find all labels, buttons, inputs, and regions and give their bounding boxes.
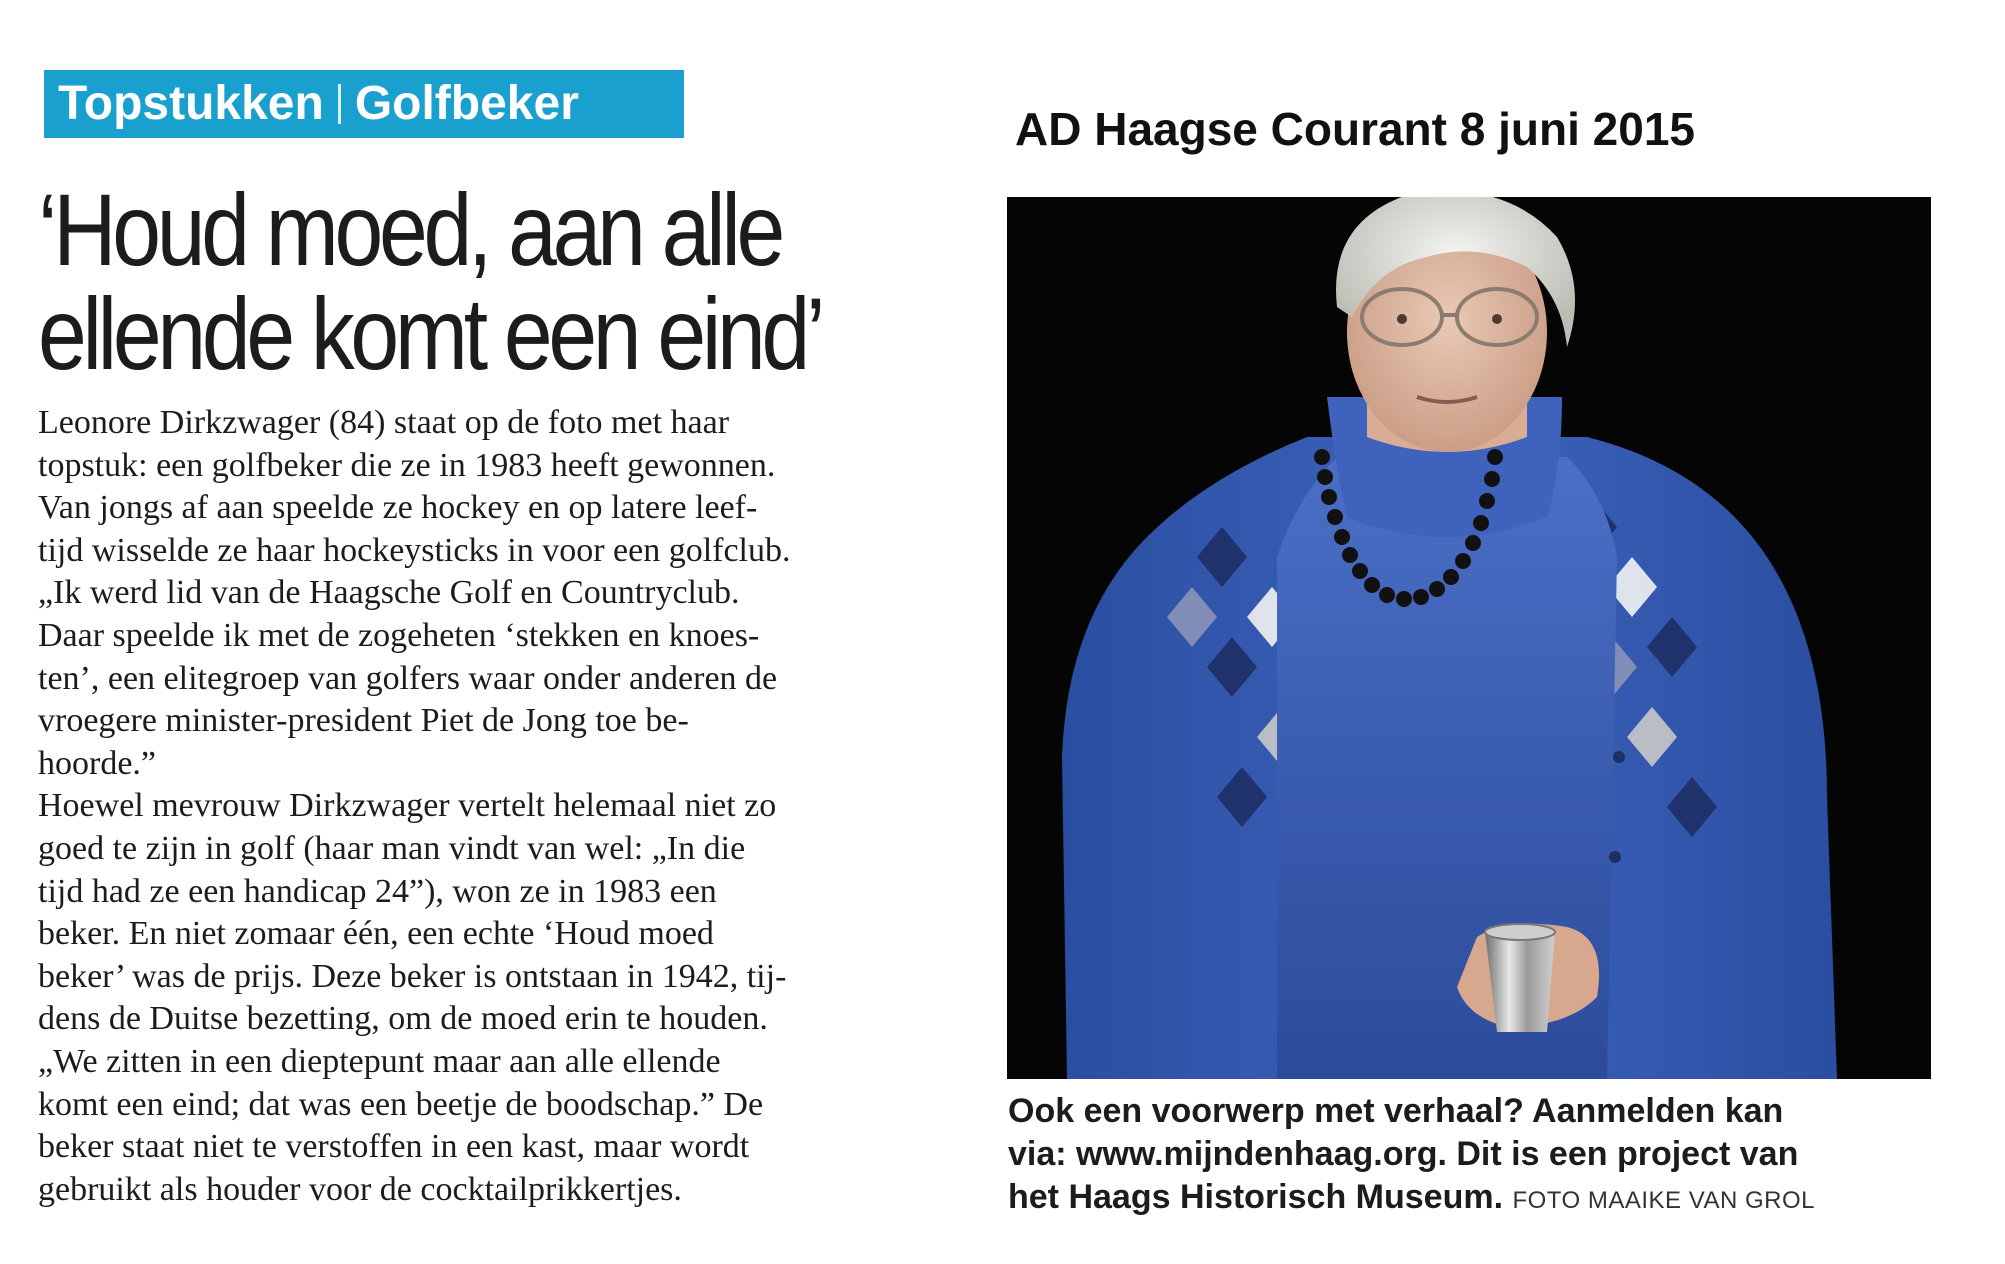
body-line: beker. En niet zomaar één, een echte ‘Houd moed xyxy=(38,915,714,953)
body-line: gebruikt als houder voor de cocktailprikkertjes. xyxy=(38,1170,682,1208)
caption-line-with-credit xyxy=(1008,1176,1938,1222)
section-banner xyxy=(44,70,684,138)
article-headline xyxy=(38,173,838,391)
caption-line: via: www.mijndenhaag.org. Dit is een project van xyxy=(1008,1135,1799,1173)
headline-line: ellende komt een eind’ xyxy=(38,277,822,391)
body-line: Van jongs af aan speelde ze hockey en op latere leef- xyxy=(38,489,758,527)
body-line: topstuk: een golfbeker die ze in 1983 heeft gewonnen. xyxy=(38,446,776,484)
body-line: goed te zijn in golf (haar man vindt van wel: „In die xyxy=(38,829,746,867)
banner-divider xyxy=(338,84,341,124)
headline-line: ‘Houd moed, aan alle xyxy=(38,173,782,287)
body-line: komt een eind; dat was een beetje de boodschap.” De xyxy=(38,1085,764,1123)
portrait-illustration xyxy=(1007,197,1931,1079)
body-line: Daar speelde ik met de zogeheten ‘stekken en knoes- xyxy=(38,616,760,654)
body-line: Leonore Dirkzwager (84) staat op de foto met haar xyxy=(38,404,730,441)
body-line: vroegere minister-president Piet de Jong toe be- xyxy=(38,702,689,740)
body-line: beker’ was de prijs. Deze beker is ontstaan in 1942, tij- xyxy=(38,957,787,995)
photo-credit: FOTO MAAIKE VAN GROL xyxy=(1512,1187,1815,1214)
caption-line: het Haags Historisch Museum. xyxy=(1008,1178,1504,1216)
publication-date: AD Haagse Courant 8 juni 2015 xyxy=(1015,103,1695,155)
banner-section-label: Topstukken xyxy=(58,77,324,130)
photo-caption xyxy=(1008,1090,1938,1222)
body-line: Hoewel mevrouw Dirkzwager vertelt helemaal niet zo xyxy=(38,787,777,825)
body-line: dens de Duitse bezetting, om de moed erin te houden. xyxy=(38,1000,768,1038)
body-line: „We zitten in een dieptepunt maar aan alle ellende xyxy=(38,1042,721,1080)
caption-line: Ook een voorwerp met verhaal? Aanmelden kan xyxy=(1008,1092,1784,1130)
article-body xyxy=(38,402,978,1211)
body-line: beker staat niet te verstoffen in een kast, maar wordt xyxy=(38,1128,750,1166)
banner-topic-label: Golfbeker xyxy=(354,77,579,130)
body-line: tijd had ze een handicap 24”), won ze in 1983 een xyxy=(38,872,717,910)
body-line: „Ik werd lid van de Haagsche Golf en Countryclub. xyxy=(38,574,740,612)
body-line: tijd wisselde ze haar hockeysticks in voor een golfclub. xyxy=(38,531,791,569)
body-line: ten’, een elitegroep van golfers waar onder anderen de xyxy=(38,659,778,697)
portrait-photo xyxy=(1007,197,1931,1079)
body-line: hoorde.” xyxy=(38,744,157,782)
